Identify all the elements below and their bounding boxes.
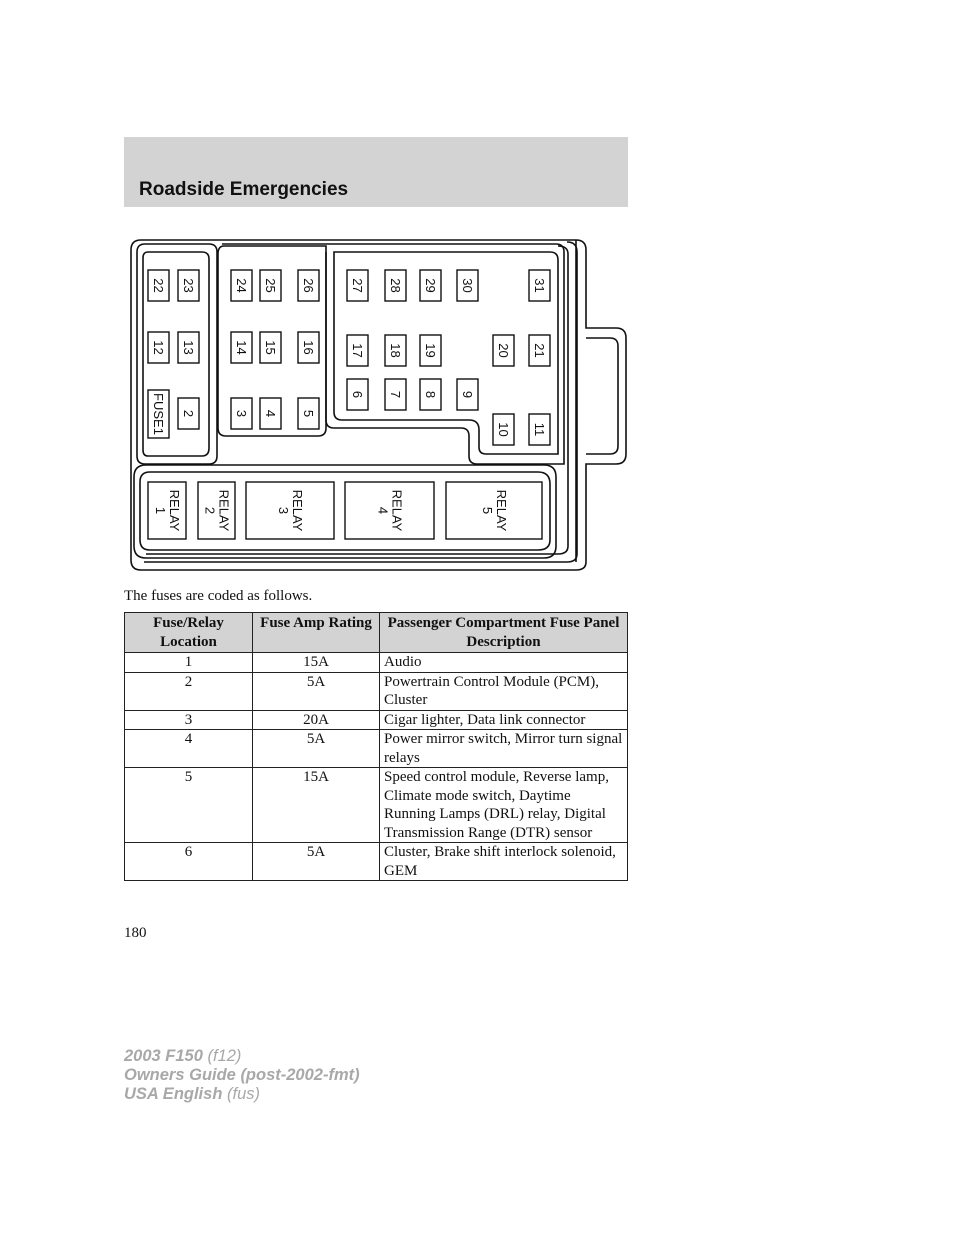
fuse-14 xyxy=(231,332,252,363)
cell-location: 4 xyxy=(125,730,253,768)
fuse-label: 31 xyxy=(532,278,547,293)
fuse-label: FUSE1 xyxy=(151,393,166,435)
footer-language: USA English xyxy=(124,1085,223,1103)
fuse-26 xyxy=(298,270,319,301)
fuse-table xyxy=(124,612,628,881)
fuse-label: 12 xyxy=(151,340,166,355)
cell-description: Power mirror switch, Mirror turn signal relays xyxy=(380,730,628,768)
fuse-6 xyxy=(347,379,368,410)
fuse-label: 3 xyxy=(234,409,249,418)
fuse-label: 13 xyxy=(181,340,196,355)
relay-label: RELAY1 xyxy=(153,489,182,532)
table-row xyxy=(125,653,628,673)
fuse-label: 30 xyxy=(460,278,475,293)
fuse-21 xyxy=(529,335,550,366)
fuse-label: 20 xyxy=(496,343,511,358)
fuse-label: 2 xyxy=(181,409,196,418)
fuse-18 xyxy=(385,335,406,366)
cell-amp: 5A xyxy=(253,672,380,710)
fuse-panel-diagram xyxy=(124,232,629,574)
fuse-label: 22 xyxy=(151,278,166,293)
cell-amp: 15A xyxy=(253,768,380,843)
fuse-2 xyxy=(178,398,199,429)
fuse-15 xyxy=(260,332,281,363)
fuse-28 xyxy=(385,270,406,301)
cell-description: Powertrain Control Module (PCM), Cluster xyxy=(380,672,628,710)
fuse-20 xyxy=(493,335,514,366)
fuse-12 xyxy=(148,332,169,363)
table-row xyxy=(125,730,628,768)
cell-location: 3 xyxy=(125,710,253,730)
fuse-24 xyxy=(231,270,252,301)
fuse-3 xyxy=(231,398,252,429)
relay-label: RELAY4 xyxy=(375,489,405,532)
fuse-label: 4 xyxy=(263,409,278,418)
fuse-label: 16 xyxy=(301,340,316,355)
cell-description: Speed control module, Reverse lamp, Climate mode switch, Daytime Running Lamps (DRL) relay, Digital Transmission Range (DTR) sensor xyxy=(380,768,628,843)
document-footer xyxy=(124,1047,360,1104)
fuse-11 xyxy=(529,414,550,445)
fuse-25 xyxy=(260,270,281,301)
fuse-30 xyxy=(457,270,478,301)
fuse-8 xyxy=(420,379,441,410)
cell-amp: 20A xyxy=(253,710,380,730)
relay-4 xyxy=(345,482,434,539)
relay-3 xyxy=(246,482,334,539)
fuse-label: 5 xyxy=(301,409,316,418)
fuse-label: 7 xyxy=(388,390,403,399)
footer-language-code: (fus) xyxy=(227,1085,260,1103)
table-row xyxy=(125,768,628,843)
fuse-22 xyxy=(148,270,169,301)
fuse-16 xyxy=(298,332,319,363)
section-header-band xyxy=(124,137,628,207)
page-number: 180 xyxy=(124,925,147,941)
section-title: Roadside Emergencies xyxy=(139,179,349,200)
intro-text: The fuses are coded as follows. xyxy=(124,588,313,604)
fuse-29 xyxy=(420,270,441,301)
relay-label: RELAY2 xyxy=(202,489,232,532)
panel-tab-inner xyxy=(586,338,618,454)
cell-description: Cluster, Brake shift interlock solenoid, GEM xyxy=(380,843,628,881)
fuse-27 xyxy=(347,270,368,301)
relay-label: RELAY5 xyxy=(480,489,509,532)
fuse-label: 14 xyxy=(234,340,249,355)
fuse-17 xyxy=(347,335,368,366)
table-header-row xyxy=(125,613,628,653)
fuse-label: 9 xyxy=(460,390,475,399)
fuse-13 xyxy=(178,332,199,363)
header-amp-rating: Fuse Amp Rating xyxy=(253,613,380,653)
relay-label: RELAY3 xyxy=(276,489,305,532)
fuse-19 xyxy=(420,335,441,366)
fuse-label: 8 xyxy=(423,390,438,399)
header-location: Fuse/Relay Location xyxy=(125,613,253,653)
footer-model: 2003 F150 xyxy=(124,1047,203,1065)
relay-1 xyxy=(148,482,186,539)
cell-amp: 15A xyxy=(253,653,380,673)
footer-model-code: (f12) xyxy=(207,1047,242,1065)
cell-location: 2 xyxy=(125,672,253,710)
header-description: Passenger Compartment Fuse Panel Description xyxy=(380,613,628,653)
fuse-label: 10 xyxy=(496,422,511,437)
cell-description: Cigar lighter, Data link connector xyxy=(380,710,628,730)
footer-guide: Owners Guide (post-2002-fmt) xyxy=(124,1066,360,1084)
cell-amp: 5A xyxy=(253,730,380,768)
fuse-label: 17 xyxy=(350,343,365,358)
fuse-5 xyxy=(298,398,319,429)
cell-description: Audio xyxy=(380,653,628,673)
fuse-label: 6 xyxy=(350,390,365,399)
fuse-label: 21 xyxy=(532,343,547,358)
fuse-label: 29 xyxy=(423,278,438,293)
fuse-label: 25 xyxy=(263,278,278,293)
fuse-label: 28 xyxy=(388,278,403,293)
fuse-label: 27 xyxy=(350,278,365,293)
relay-5 xyxy=(446,482,542,539)
cell-location: 6 xyxy=(125,843,253,881)
fuse-label: 11 xyxy=(532,422,547,437)
fuse-fuse1 xyxy=(148,390,169,438)
fuse-4 xyxy=(260,398,281,429)
relay-2 xyxy=(198,482,235,539)
cell-location: 1 xyxy=(125,653,253,673)
fuse-7 xyxy=(385,379,406,410)
fuse-10 xyxy=(493,414,514,445)
fuse-9 xyxy=(457,379,478,410)
fuse-label: 23 xyxy=(181,278,196,293)
fuse-label: 19 xyxy=(423,343,438,358)
fuse-label: 26 xyxy=(301,278,316,293)
cell-location: 5 xyxy=(125,768,253,843)
table-row xyxy=(125,710,628,730)
fuse-label: 15 xyxy=(263,340,278,355)
cell-amp: 5A xyxy=(253,843,380,881)
table-row xyxy=(125,672,628,710)
fuse-23 xyxy=(178,270,199,301)
fuse-31 xyxy=(529,270,550,301)
table-row xyxy=(125,843,628,881)
fuse-label: 18 xyxy=(388,343,403,358)
fuse-label: 24 xyxy=(234,278,249,293)
